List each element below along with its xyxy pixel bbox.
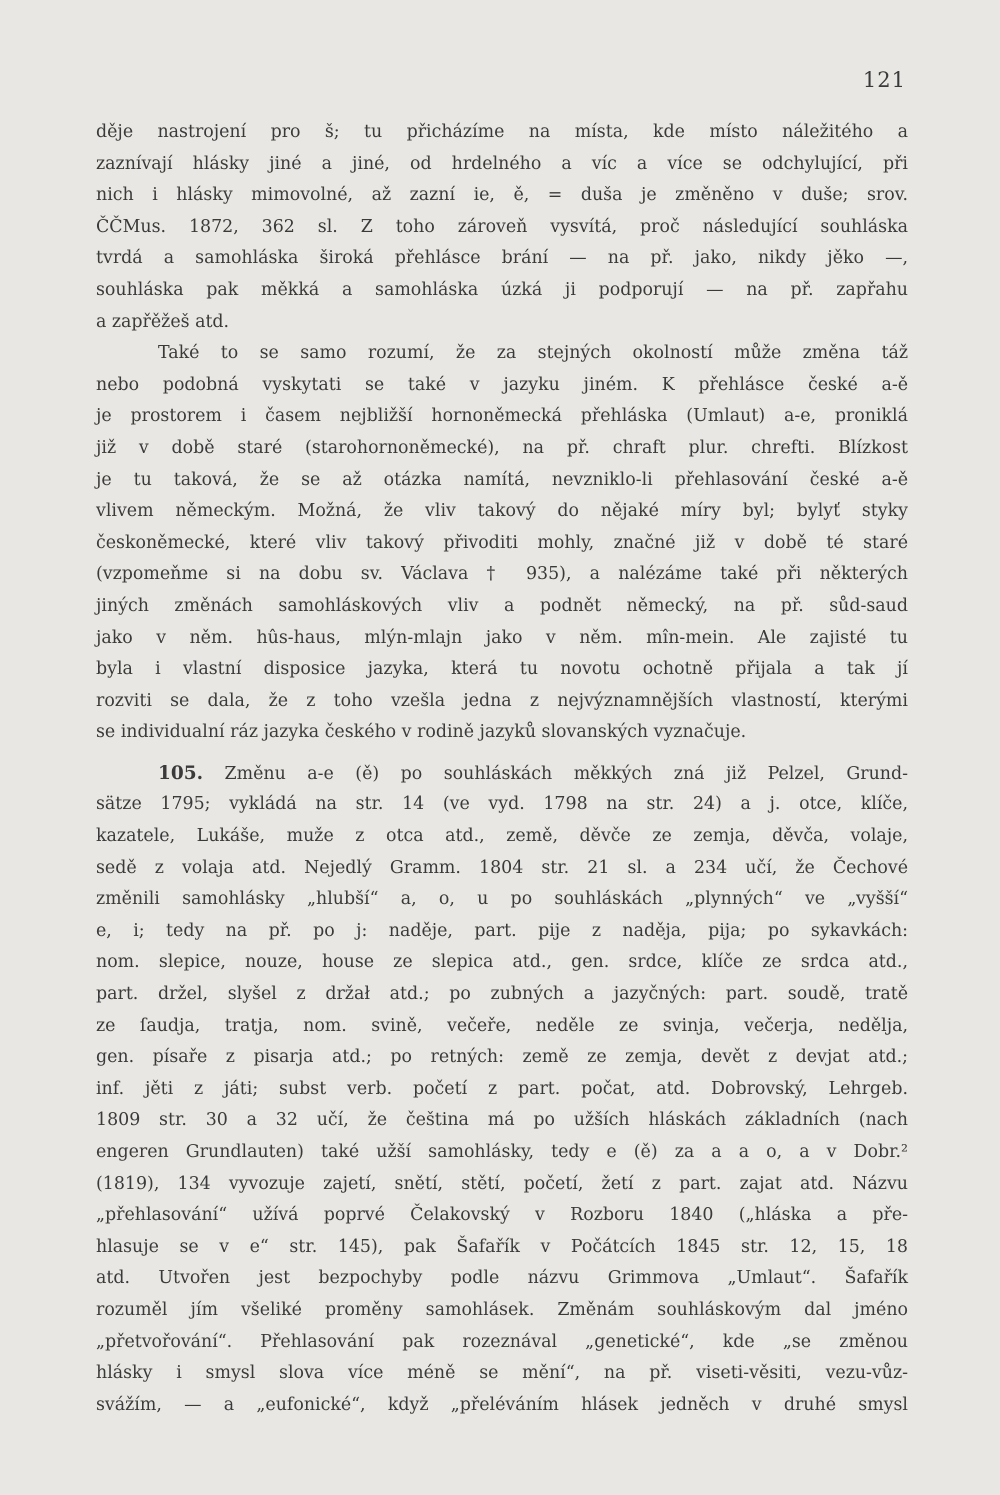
text-line: zaznívají hlásky jiné a jiné, od hrdelného a víc a více se odchylující, při: [96, 153, 908, 174]
section-first-line: [96, 758, 908, 790]
text-line: změnili samohlásky „hlubší“ a, o, u po souhláskách „plynných“ ve „vyšší“: [96, 889, 908, 910]
text-line: již v době staré (starohornoněmecké), na př. chraft plur. chrefti. Blízkost: [96, 437, 908, 458]
section-number: 105.: [158, 762, 204, 784]
text-line: se individualní ráz jazyka českého v rodině jazyků slovanských vyznačuje.: [96, 722, 747, 743]
text-line: nich i hlásky mimovolné, až zazní ie, ě, = duša je změněno v duše; srov.: [96, 185, 908, 206]
text-line: kazatele, Lukáše, muže z otca atd., země, děvče ze zemja, děvča, volaje,: [96, 826, 908, 847]
text-line: ČČMus. 1872, 362 sl. Z toho zároveň vysvítá, proč následující souhláska: [96, 216, 908, 237]
text-line: souhláska pak měkká a samohláska úzká ji podporují — na př. zapřahu: [96, 279, 908, 300]
text-line: hlásky i smysl slova více méně se mění“, na př. viseti-věsiti, vezu-vůz-: [96, 1363, 908, 1384]
text-line: rozuměl jím všeliké proměny samohlásek. Změnám souhláskovým dal jméno: [96, 1299, 908, 1320]
text-line: inf. jěti z játi; subst verb. početí z part. počat, atd. Dobrovský, Lehrgeb.: [96, 1078, 908, 1099]
page-number: 121: [862, 68, 906, 92]
text-line: českoněmecké, které vliv takový přivoditi mohly, značné již v době té staré: [96, 532, 908, 553]
text-line: part. držel, slyšel z držał atd.; po zubných a jazyčných: part. soudě, tratě: [96, 984, 908, 1005]
text-line: a zapřěžeš atd.: [96, 311, 230, 332]
text-body: [96, 117, 908, 1421]
text-line: tvrdá a samohláska široká přehlásce brání — na př. jako, nikdy jěko —,: [96, 248, 908, 269]
text-line: Změnu a-e (ě) po souhláskách měkkých zná již Pelzel, Grund-: [224, 763, 908, 784]
text-line: ze ſaudja, tratja, nom. svině, večeře, neděle ze svinja, večerja, nedělja,: [96, 1015, 908, 1036]
text-line: nom. slepice, nouze, house ze slepica atd., gen. srdce, klíče ze srdca atd.,: [96, 952, 908, 973]
text-line: atd. Utvořen jest bezpochyby podle názvu Grimmova „Umlaut“. Šafařík: [96, 1268, 908, 1289]
text-line: „přetvořování“. Přehlasování pak rozeznával „genetické“, kde „se změnou: [96, 1331, 908, 1352]
text-line: Také to se samo rozumí, že za stejných okolností může změna táž: [158, 343, 908, 364]
text-line: (1819), 134 vyvozuje zajetí, snětí, stětí, početí, žetí z part. zajat atd. Názvu: [96, 1173, 908, 1194]
text-line: byla i vlastní disposice jazyka, která tu novotu ochotně přijala a tak jí: [96, 659, 908, 680]
text-line: „přehlasování“ užívá poprvé Čelakovský v Rozboru 1840 („hláska a pře-: [96, 1205, 908, 1226]
text-line: 1809 str. 30 a 32 učí, že čeština má po užších hláskách základních (nach: [96, 1110, 908, 1131]
text-line: (vzpomeňme si na dobu sv. Václava † 935), a nalézáme také při některých: [96, 564, 908, 585]
text-line: vlivem německým. Možná, že vliv takový do nějaké míry byl; bylyť styky: [96, 501, 908, 522]
text-line: e, i; tedy na př. po j: naděje, part. pije z naděja, pija; po sykavkách:: [96, 920, 908, 941]
text-line: svážím, — a „eufonické“, když „přeléváním hlásek jedněch v druhé smysl: [96, 1394, 908, 1415]
text-line: sedě z volaja atd. Nejedlý Gramm. 1804 str. 21 sl. a 234 učí, že Čechové: [96, 857, 908, 878]
text-line: nebo podobná vyskytati se také v jazyku jiném. K přehlásce české a-ě: [96, 374, 908, 395]
text-line: rozviti se dala, že z toho vzešla jedna z nejvýznamnějších vlastností, kterými: [96, 690, 908, 711]
text-line: jiných změnách samohláskových vliv a podnět německý, na př. sůd-saud: [96, 595, 908, 616]
text-line: sätze 1795; vykládá na str. 14 (ve vyd. 1798 na str. 24) a j. otce, klíče,: [96, 794, 908, 815]
text-line: děje nastrojení pro š; tu přicházíme na místa, kde místo náležitého a: [96, 122, 908, 142]
text-line: hlasuje se v e“ str. 145), pak Šafařík v Počátcích 1845 str. 12, 15, 18: [96, 1236, 908, 1257]
text-line: je prostorem i časem nejbližší hornoněmecká přehláska (Umlaut) a-e, proniklá: [96, 406, 908, 427]
text-line: gen. písaře z pisarja atd.; po retných: země ze zemja, devět z devjat atd.;: [96, 1047, 908, 1068]
text-line: je tu taková, že se až otázka namítá, nevzniklo-li přehlasování české a-ě: [96, 469, 908, 490]
text-line: jako v něm. hûs-haus, mlýn-mlajn jako v něm. mîn-mein. Ale zajisté tu: [96, 627, 908, 648]
text-line: engeren Grundlauten) také užší samohlásky, tedy e (ě) za a a o, a v Dobr.²: [96, 1142, 908, 1162]
